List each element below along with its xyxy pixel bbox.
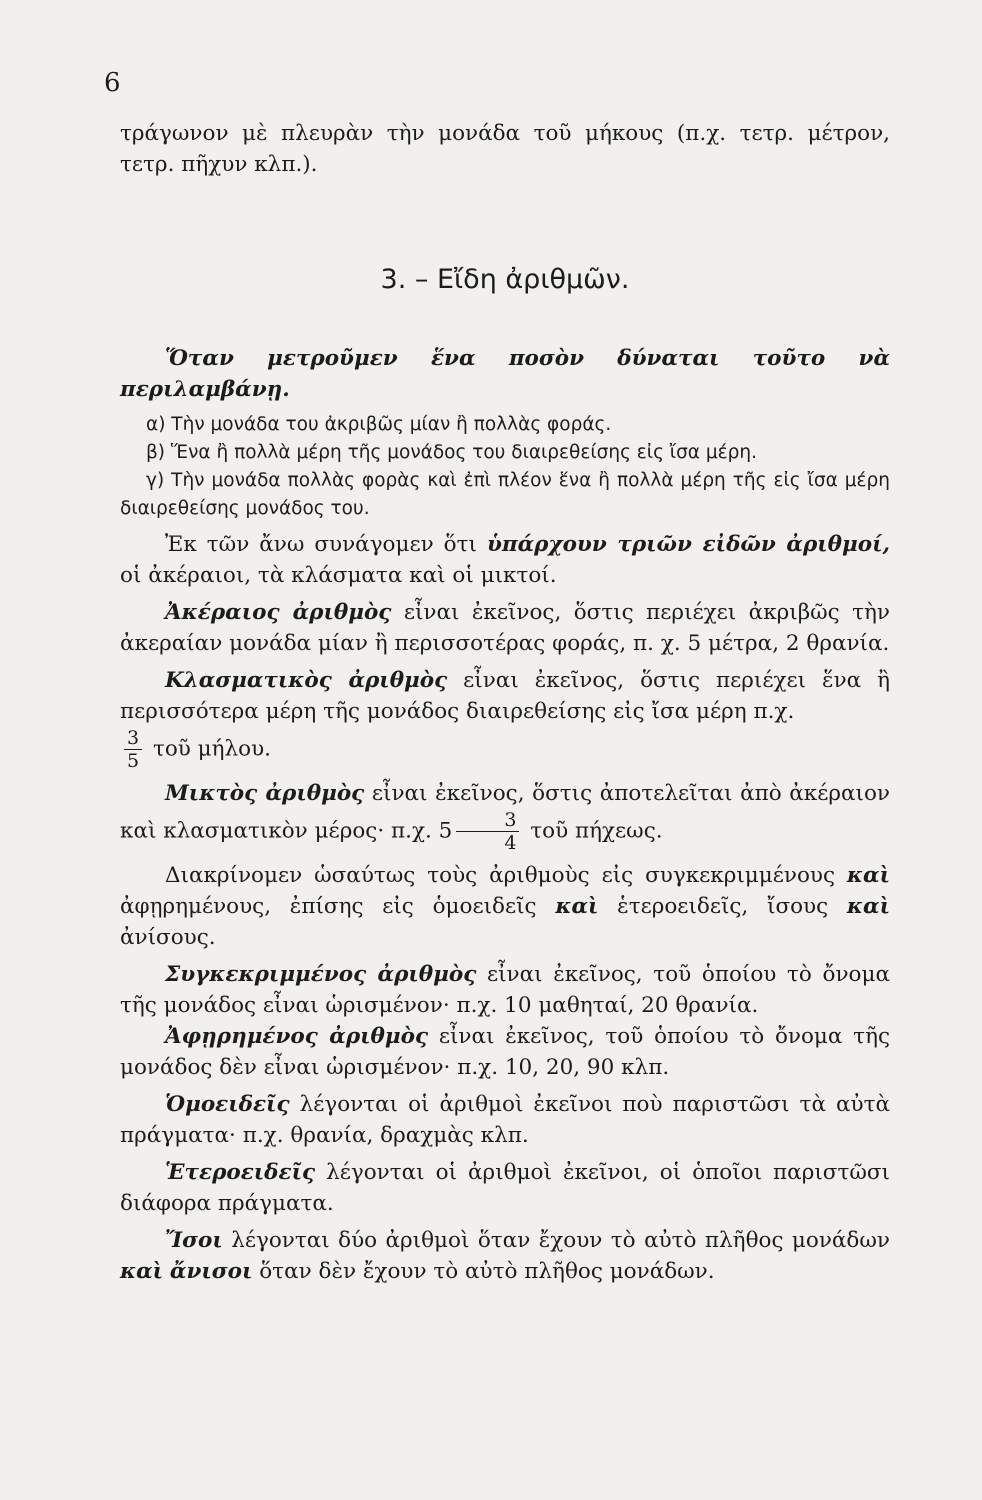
mixed-term: Μικτὸς ἀριθμὸς — [165, 781, 365, 806]
distinguish-kai: καὶ — [846, 863, 890, 888]
mixed-text: εἶναι ἐκεῖνος, ὅστις ἀποτελεῖται ἀπὸ ἀκέραιον καὶ κλασματικὸν μέρος· π.χ. 5 — [120, 781, 890, 844]
distinguish-kai: καὶ — [555, 894, 599, 919]
list-item: β) Ἕνα ἢ πολλὰ μέρη τῆς μονάδος του διαιρεθείσης εἰς ἴσα μέρη. — [146, 442, 757, 463]
fraction-term: Κλασματικὸς ἀριθμὸς — [165, 668, 448, 693]
concrete-text: εἶναι ἐκεῖνος, τοῦ ὁποίου τὸ ὄνομα τῆς μονάδος εἶναι ὡρισμένον· π.χ. 10 μαθηταί, 20 θρανία. — [120, 962, 890, 1018]
three-kinds-emphasis: ὑπάρχουν τριῶν εἰδῶν ἀριθμοί, — [486, 532, 890, 557]
three-kinds-rest: οἱ ἀκέραιοι, τὰ κλάσματα καὶ οἱ μικτοί. — [120, 563, 557, 588]
homogeneous-term: Ὁμοειδεῖς — [165, 1092, 290, 1117]
fraction-denominator: 4 — [504, 832, 517, 854]
fraction-three-fifths — [124, 727, 142, 772]
equal-kai: καὶ — [120, 1259, 164, 1284]
intro-paragraph: τράγωνον μὲ πλευρὰν τὴν μονάδα τοῦ μήκους (π.χ. τετρ. μέτρον, τετρ. πῆχυν κλπ.). — [120, 121, 890, 177]
homogeneous-definition — [120, 1089, 890, 1151]
abstract-definition — [120, 1021, 890, 1083]
fraction-after: τοῦ μήλου. — [152, 736, 272, 762]
concrete-definition — [120, 959, 890, 1021]
concrete-term: Συγκεκριμμένος ἀριθμὸς — [165, 962, 477, 987]
equal-definition — [120, 1225, 890, 1287]
homogeneous-text: λέγονται οἱ ἀριθμοὶ ἐκεῖνοι ποὺ παριστῶσι τὰ αὐτὰ πράγματα· π.χ. θρανία, δραχμὰς κλπ. — [120, 1092, 890, 1148]
list-item: α) Τὴν μονάδα του ἀκριβῶς μίαν ἢ πολλὰς φοράς. — [146, 414, 612, 435]
abstract-text: εἶναι ἐκεῖνος, τοῦ ὁποίου τὸ ὄνομα τῆς μονάδος δὲν εἶναι ὡρισμένον· π.χ. 10, 20, 90 κλπ. — [120, 1024, 890, 1080]
distinguish-text: ἀφῃρημένους, ἐπίσης εἰς ὁμοειδεῖς — [120, 894, 537, 919]
distinguish-text: Διακρίνομεν ὡσαύτως τοὺς ἀριθμοὺς εἰς συγκεκριμμένους — [165, 863, 835, 888]
heterogeneous-term: Ἑτεροειδεῖς — [165, 1160, 316, 1185]
fraction-denominator: 5 — [127, 750, 140, 772]
equal-term: Ἴσοι — [165, 1228, 223, 1253]
distinguish-text: ἀνίσους. — [120, 925, 216, 950]
fraction-numerator: 3 — [124, 727, 142, 750]
heterogeneous-definition — [120, 1157, 890, 1219]
mixed-definition — [120, 778, 890, 854]
distinguish-paragraph — [120, 860, 890, 953]
distinguish-text: ἑτεροειδεῖς, ἴσους — [617, 894, 829, 919]
three-kinds-lead: Ἐκ τῶν ἄνω συνάγομεν ὅτι — [165, 532, 477, 557]
heterogeneous-text: λέγονται οἱ ἀριθμοὶ ἐκεῖνοι, οἱ ὁποῖοι παριστῶσι διάφορα πράγματα. — [120, 1160, 890, 1216]
measure-list — [120, 411, 890, 523]
three-kinds-paragraph — [120, 529, 890, 591]
integer-definition — [120, 597, 890, 659]
mixed-after: τοῦ πήχεως. — [530, 818, 663, 844]
fraction-definition — [120, 665, 890, 727]
measure-intro: Ὅταν μετροῦμεν ἕνα ποσὸν δύναται τοῦτο νὰ περιλαμβάνῃ. — [120, 346, 890, 402]
page-number: 6 — [104, 68, 121, 98]
fraction-example — [120, 727, 890, 772]
unequal-term: ἄνισοι — [169, 1259, 253, 1284]
page-body — [120, 118, 890, 1287]
unequal-text: ὅταν δὲν ἔχουν τὸ αὐτὸ πλῆθος μονάδων. — [259, 1259, 715, 1284]
equal-text: λέγονται δύο ἀριθμοὶ ὅταν ἔχουν τὸ αὐτὸ πλῆθος μονάδων — [231, 1228, 890, 1253]
distinguish-kai: καὶ — [846, 894, 890, 919]
section-heading: 3. – Εἴδη ἀριθμῶν. — [380, 264, 630, 295]
list-item: γ) Τὴν μονάδα πολλὰς φορὰς καὶ ἐπὶ πλέον ἕνα ἢ πολλὰ μέρη τῆς εἰς ἴσα μέρη διαιρεθείσης μονάδος του. — [120, 470, 890, 519]
integer-text: εἶναι ἐκεῖνος, ὅστις περιέχει ἀκριβῶς τὴν ἀκεραίαν μονάδα μίαν ἢ περισσοτέρας φοράς, π. χ. 5 μέτρα, 2 θρανία. — [120, 600, 890, 656]
fraction-three-quarters — [456, 809, 519, 854]
fraction-text: εἶναι ἐκεῖνος, ὅστις περιέχει ἕνα ἢ περισσότερα μέρη τῆς μονάδος διαιρεθείσης εἰς ἴσα μέρη π.χ. — [120, 668, 890, 724]
abstract-term: Ἀφῃρημένος ἀριθμὸς — [165, 1024, 429, 1049]
fraction-numerator: 3 — [456, 809, 519, 832]
integer-term: Ἀκέραιος ἀριθμὸς — [165, 600, 392, 625]
